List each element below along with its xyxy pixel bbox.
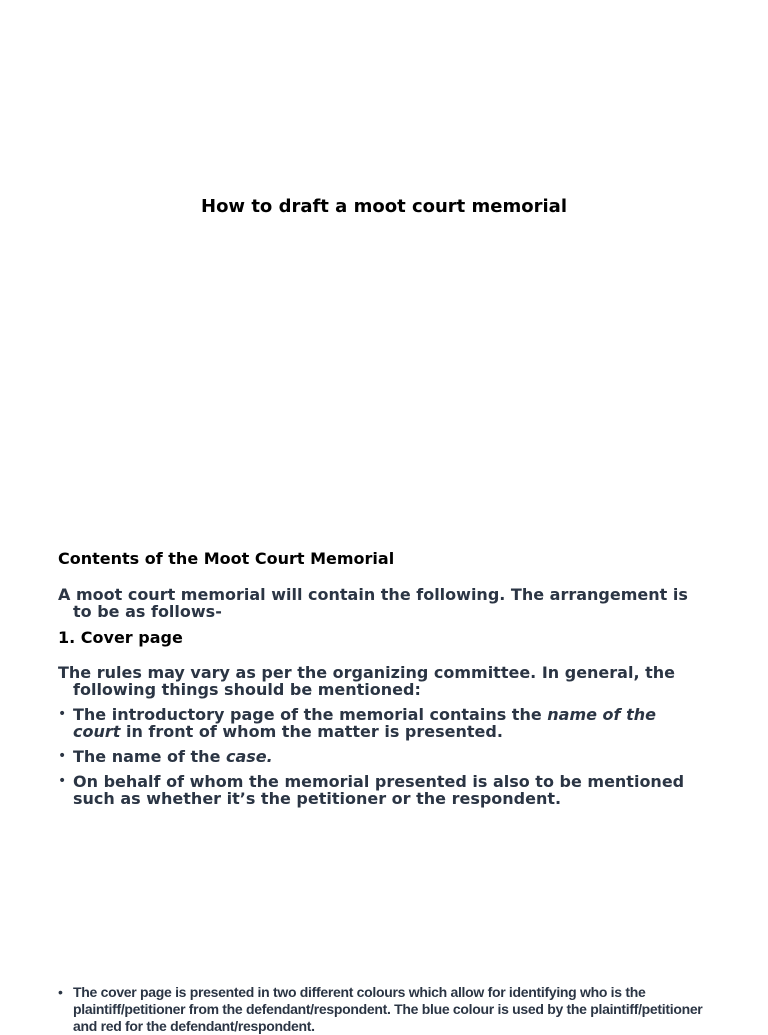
bullet-emphasis: case. (226, 747, 273, 766)
list-item (58, 706, 708, 740)
rules-paragraph: The rules may vary as per the organizing committee. In general, the following things should be mentioned: (58, 663, 675, 699)
footer-bullet-text: The cover page is presented in two different colours which allow for identifying who is the plaintiff/petitioner from the defendant/respondent. The blue colour is used by the plaintiff/petitioner and red for the defendant/respondent. (73, 984, 703, 1034)
bullet-emphasis: name of the court (73, 705, 656, 741)
footer-bullet (58, 984, 708, 1035)
list-item (58, 748, 708, 765)
cover-page-heading: 1. Cover page (58, 628, 183, 647)
bullet-text-tail: in front of whom the matter is presented. (120, 722, 503, 741)
bullet-text: On behalf of whom the memorial presented is also to be mentioned such as whether it’s the petitioner or the respondent. (73, 772, 685, 808)
bullet-text: The name of the (73, 747, 226, 766)
bullet-icon: • (58, 748, 67, 764)
bullet-icon: • (58, 773, 67, 789)
intro-paragraph: A moot court memorial will contain the following. The arrangement is to be as follows- (58, 585, 688, 621)
bullet-list (58, 706, 708, 807)
section-heading: Contents of the Moot Court Memorial (58, 549, 395, 568)
bullet-icon: • (58, 706, 67, 722)
bullet-icon: • (58, 984, 63, 1000)
document-body (58, 549, 708, 815)
document-title: How to draft a moot court memorial (201, 196, 567, 217)
list-item (58, 773, 708, 807)
bullet-text: The introductory page of the memorial contains the (73, 705, 548, 724)
